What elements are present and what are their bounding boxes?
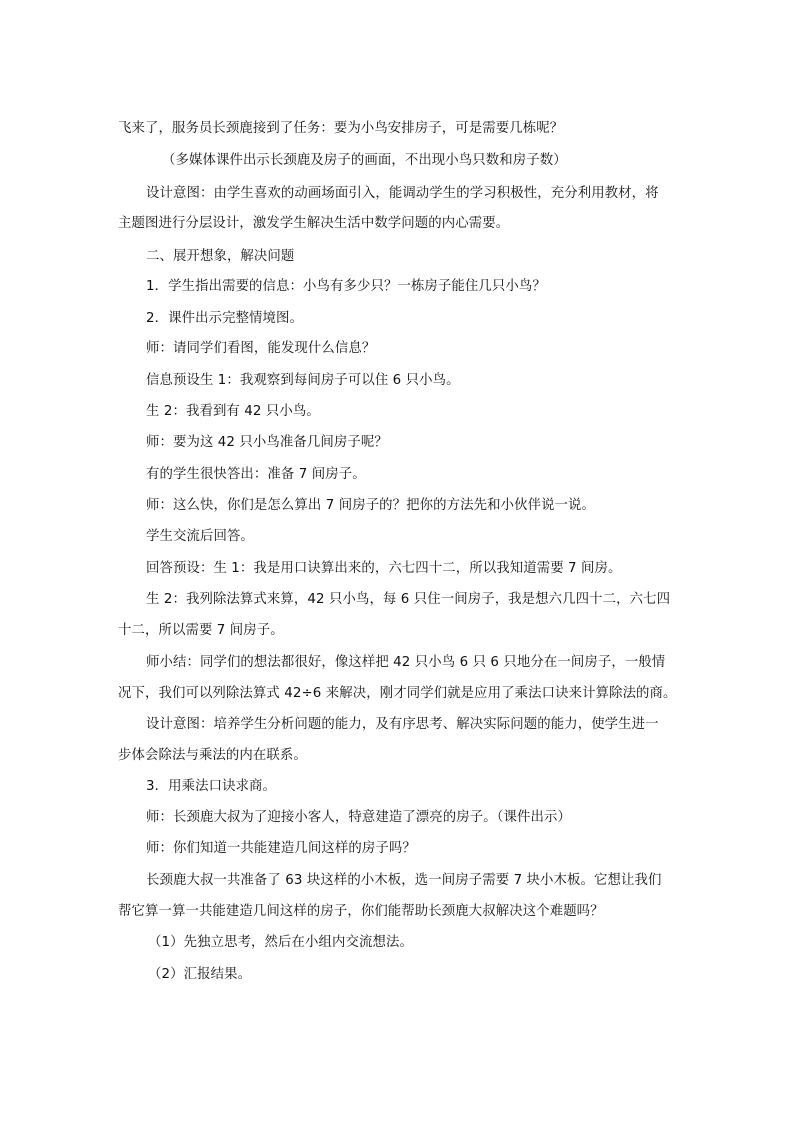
text-line: 师小结：同学们的想法都很好，像这样把 42 只小鸟 6 只 6 只地分在一间房子，一般情 xyxy=(146,655,666,670)
text-line: 师：这么快，你们是怎么算出 7 间房子的？把你的方法先和小伙伴说一说。 xyxy=(146,498,596,513)
text-line: 况下，我们可以列除法算式 42÷6 来解决，刚才同学们就是应用了乘法口诀来计算除法的商。 xyxy=(118,686,677,701)
text-line: 师：请同学们看图，能发现什么信息？ xyxy=(146,341,376,356)
text-line: 师：你们知道一共能建造几间这样的房子吗？ xyxy=(146,841,416,856)
section-heading: 二、展开想象，解决问题 xyxy=(146,249,295,264)
text-line: 十二，所以需要 7 间房子。 xyxy=(118,623,284,638)
text-line: 师：长颈鹿大叔为了迎接小客人，特意建造了漂亮的房子。（课件出示） xyxy=(146,810,571,825)
text-line: 飞来了，服务员长颈鹿接到了任务：要为小鸟安排房子，可是需要几栋呢？ xyxy=(118,121,564,136)
text-line: 长颈鹿大叔一共准备了 63 块这样的小木板，选一间房子需要 7 块小木板。它想让我们 xyxy=(146,873,662,888)
text-line: 生 2：我看到有 42 只小鸟。 xyxy=(146,404,320,419)
text-line: 2．课件出示完整情境图。 xyxy=(146,311,304,326)
text-line: 设计意图：由学生喜欢的动画场面引入，能调动学生的学习积极性，充分利用教材，将 xyxy=(146,186,659,201)
text-line: 主题图进行分层设计，激发学生解决生活中数学问题的内心需要。 xyxy=(118,216,510,231)
list-item: （2）汇报结果。 xyxy=(148,967,252,982)
text-line: 师：要为这 42 只小鸟准备几间房子呢？ xyxy=(146,435,388,450)
text-line: 生 2：我列除法算式来算，42 只小鸟，每 6 只住一间房子，我是想六几四十二，六七四 xyxy=(146,592,671,607)
list-item: （1）先独立思考，然后在小组内交流想法。 xyxy=(148,935,413,950)
text-line: 回答预设：生 1：我是用口诀算出来的，六七四十二，所以我知道需要 7 间房。 xyxy=(146,561,622,576)
text-line: 1．学生指出需要的信息：小鸟有多少只？一栋房子能住几只小鸟？ xyxy=(146,279,546,294)
text-line: 步体会除法与乘法的内在联系。 xyxy=(118,748,307,763)
text-line: 帮它算一算一共能建造几间这样的房子，你们能帮助长颈鹿大叔解决这个难题吗？ xyxy=(118,904,604,919)
text-line: 3．用乘法口诀求商。 xyxy=(146,779,277,794)
text-line: 设计意图：培养学生分析问题的能力，及有序思考、解决实际问题的能力，使学生进一 xyxy=(146,717,659,732)
text-line: 信息预设生 1：我观察到每间房子可以住 6 只小鸟。 xyxy=(146,373,460,388)
text-line: （多媒体课件出示长颈鹿及房子的画面，不出现小鸟只数和房子数） xyxy=(162,153,567,168)
text-line: 有的学生很快答出：准备 7 间房子。 xyxy=(146,467,366,482)
text-line: 学生交流后回答。 xyxy=(146,529,254,544)
